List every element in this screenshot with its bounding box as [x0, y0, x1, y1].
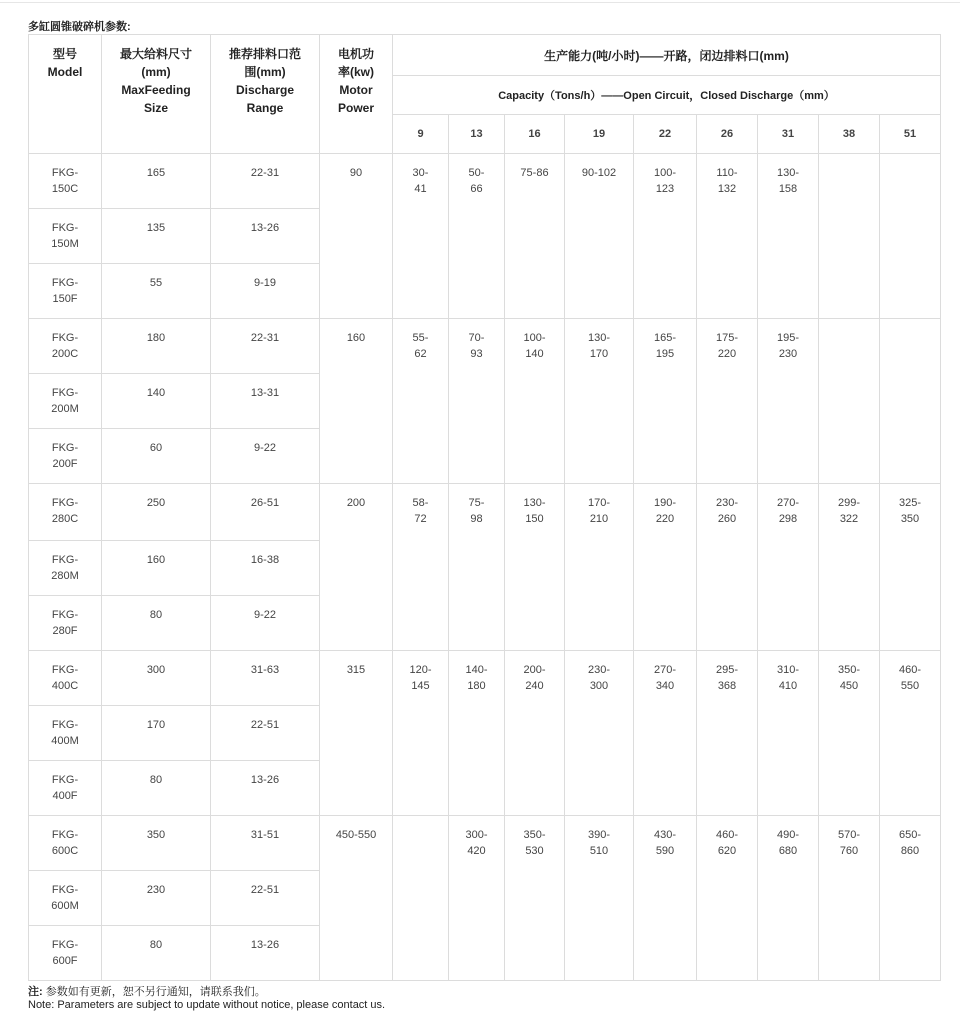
feed-size-cell: 55 — [102, 264, 211, 319]
capacity-cell: 100- 123 — [634, 154, 697, 319]
feed-size-cell: 165 — [102, 154, 211, 209]
table-row — [29, 816, 941, 871]
capacity-cell: 90-102 — [565, 154, 634, 319]
discharge-range-cell: 9-22 — [211, 429, 320, 484]
capacity-cell: 295- 368 — [697, 651, 758, 816]
discharge-range-cell: 13-26 — [211, 761, 320, 816]
header-discharge-range: 推荐排料口范 围(mm) Discharge Range — [211, 35, 320, 154]
discharge-range-cell: 31-63 — [211, 651, 320, 706]
capacity-cell: 390- 510 — [565, 816, 634, 981]
model-cell: FKG- 400F — [29, 761, 102, 816]
discharge-range-cell: 22-51 — [211, 706, 320, 761]
capacity-cell: 195- 230 — [758, 319, 819, 484]
feed-size-cell: 300 — [102, 651, 211, 706]
motor-power-cell: 200 — [320, 484, 393, 651]
capacity-cell: 130- 170 — [565, 319, 634, 484]
capacity-cell — [880, 154, 941, 319]
model-cell: FKG- 400C — [29, 651, 102, 706]
model-cell: FKG- 400M — [29, 706, 102, 761]
discharge-range-cell: 16-38 — [211, 541, 320, 596]
model-cell: FKG- 280M — [29, 541, 102, 596]
page-title: 多缸圆锥破碎机参数: — [28, 21, 131, 33]
top-divider — [0, 2, 960, 3]
table-row — [29, 154, 941, 209]
feed-size-cell: 250 — [102, 484, 211, 541]
capacity-cell: 570- 760 — [819, 816, 880, 981]
feed-size-cell: 160 — [102, 541, 211, 596]
capacity-cell: 190- 220 — [634, 484, 697, 651]
note-en: Note: Parameters are subject to update without notice, please contact us. — [28, 999, 386, 1011]
capacity-cell: 270- 298 — [758, 484, 819, 651]
capacity-cell — [819, 319, 880, 484]
capacity-cell: 75-86 — [505, 154, 565, 319]
discharge-size-header: 51 — [880, 115, 941, 154]
capacity-cell: 310- 410 — [758, 651, 819, 816]
model-cell: FKG- 600M — [29, 871, 102, 926]
capacity-cell: 58- 72 — [393, 484, 449, 651]
feed-size-cell: 135 — [102, 209, 211, 264]
feed-size-cell: 60 — [102, 429, 211, 484]
model-cell: FKG- 600F — [29, 926, 102, 981]
discharge-range-cell: 22-31 — [211, 319, 320, 374]
feed-size-cell: 80 — [102, 596, 211, 651]
model-cell: FKG- 200F — [29, 429, 102, 484]
discharge-range-cell: 9-22 — [211, 596, 320, 651]
discharge-size-header: 26 — [697, 115, 758, 154]
table-body — [29, 154, 941, 981]
model-cell: FKG- 200C — [29, 319, 102, 374]
discharge-range-cell: 13-26 — [211, 209, 320, 264]
capacity-cell: 130- 158 — [758, 154, 819, 319]
header-capacity-cn: 生产能力(吨/小时)——开路，闭边排料口(mm) — [393, 35, 941, 76]
capacity-cell: 230- 300 — [565, 651, 634, 816]
capacity-cell: 350- 450 — [819, 651, 880, 816]
capacity-cell: 460- 620 — [697, 816, 758, 981]
header-motor-power: 电机功 率(kw) Motor Power — [320, 35, 393, 154]
discharge-size-header: 16 — [505, 115, 565, 154]
capacity-cell: 30- 41 — [393, 154, 449, 319]
capacity-cell — [393, 816, 449, 981]
capacity-cell: 110- 132 — [697, 154, 758, 319]
discharge-range-cell: 13-31 — [211, 374, 320, 429]
capacity-cell: 70- 93 — [449, 319, 505, 484]
model-cell: FKG- 150M — [29, 209, 102, 264]
model-cell: FKG- 280C — [29, 484, 102, 541]
feed-size-cell: 80 — [102, 926, 211, 981]
capacity-cell: 175- 220 — [697, 319, 758, 484]
capacity-cell — [819, 154, 880, 319]
header-max-feeding-size: 最大给料尺寸 (mm) MaxFeeding Size — [102, 35, 211, 154]
discharge-range-cell: 13-26 — [211, 926, 320, 981]
capacity-cell: 325- 350 — [880, 484, 941, 651]
capacity-cell: 200- 240 — [505, 651, 565, 816]
model-cell: FKG- 280F — [29, 596, 102, 651]
header-model: 型号 Model — [29, 35, 102, 154]
capacity-cell: 55- 62 — [393, 319, 449, 484]
capacity-cell: 100- 140 — [505, 319, 565, 484]
capacity-cell: 650- 860 — [880, 816, 941, 981]
discharge-range-cell: 26-51 — [211, 484, 320, 541]
discharge-size-header: 13 — [449, 115, 505, 154]
discharge-size-header: 22 — [634, 115, 697, 154]
feed-size-cell: 230 — [102, 871, 211, 926]
header-capacity-en: Capacity（Tons/h）——Open Circuit，Closed Discharge（mm） — [393, 76, 941, 115]
discharge-range-cell: 9-19 — [211, 264, 320, 319]
model-cell: FKG- 600C — [29, 816, 102, 871]
capacity-cell: 170- 210 — [565, 484, 634, 651]
spec-table — [28, 34, 941, 981]
model-cell: FKG- 150F — [29, 264, 102, 319]
feed-size-cell: 350 — [102, 816, 211, 871]
capacity-cell — [880, 319, 941, 484]
capacity-cell: 270- 340 — [634, 651, 697, 816]
table-row — [29, 484, 941, 541]
discharge-size-header: 31 — [758, 115, 819, 154]
discharge-range-cell: 31-51 — [211, 816, 320, 871]
discharge-range-cell: 22-31 — [211, 154, 320, 209]
capacity-cell: 50- 66 — [449, 154, 505, 319]
discharge-size-header: 38 — [819, 115, 880, 154]
capacity-cell: 350- 530 — [505, 816, 565, 981]
capacity-cell: 120- 145 — [393, 651, 449, 816]
table-row — [29, 651, 941, 706]
capacity-cell: 430- 590 — [634, 816, 697, 981]
discharge-size-header: 9 — [393, 115, 449, 154]
motor-power-cell: 315 — [320, 651, 393, 816]
motor-power-cell: 90 — [320, 154, 393, 319]
capacity-cell: 75- 98 — [449, 484, 505, 651]
feed-size-cell: 180 — [102, 319, 211, 374]
model-cell: FKG- 150C — [29, 154, 102, 209]
discharge-size-header: 19 — [565, 115, 634, 154]
note-cn: 注: 参数如有更新，恕不另行通知，请联系我们。 — [28, 986, 266, 998]
feed-size-cell: 170 — [102, 706, 211, 761]
capacity-cell: 165- 195 — [634, 319, 697, 484]
capacity-cell: 460- 550 — [880, 651, 941, 816]
capacity-cell: 299- 322 — [819, 484, 880, 651]
discharge-range-cell: 22-51 — [211, 871, 320, 926]
model-cell: FKG- 200M — [29, 374, 102, 429]
capacity-cell: 490- 680 — [758, 816, 819, 981]
table-row — [29, 319, 941, 374]
feed-size-cell: 140 — [102, 374, 211, 429]
motor-power-cell: 450-550 — [320, 816, 393, 981]
capacity-cell: 230- 260 — [697, 484, 758, 651]
capacity-cell: 140- 180 — [449, 651, 505, 816]
capacity-cell: 300- 420 — [449, 816, 505, 981]
motor-power-cell: 160 — [320, 319, 393, 484]
feed-size-cell: 80 — [102, 761, 211, 816]
capacity-cell: 130- 150 — [505, 484, 565, 651]
